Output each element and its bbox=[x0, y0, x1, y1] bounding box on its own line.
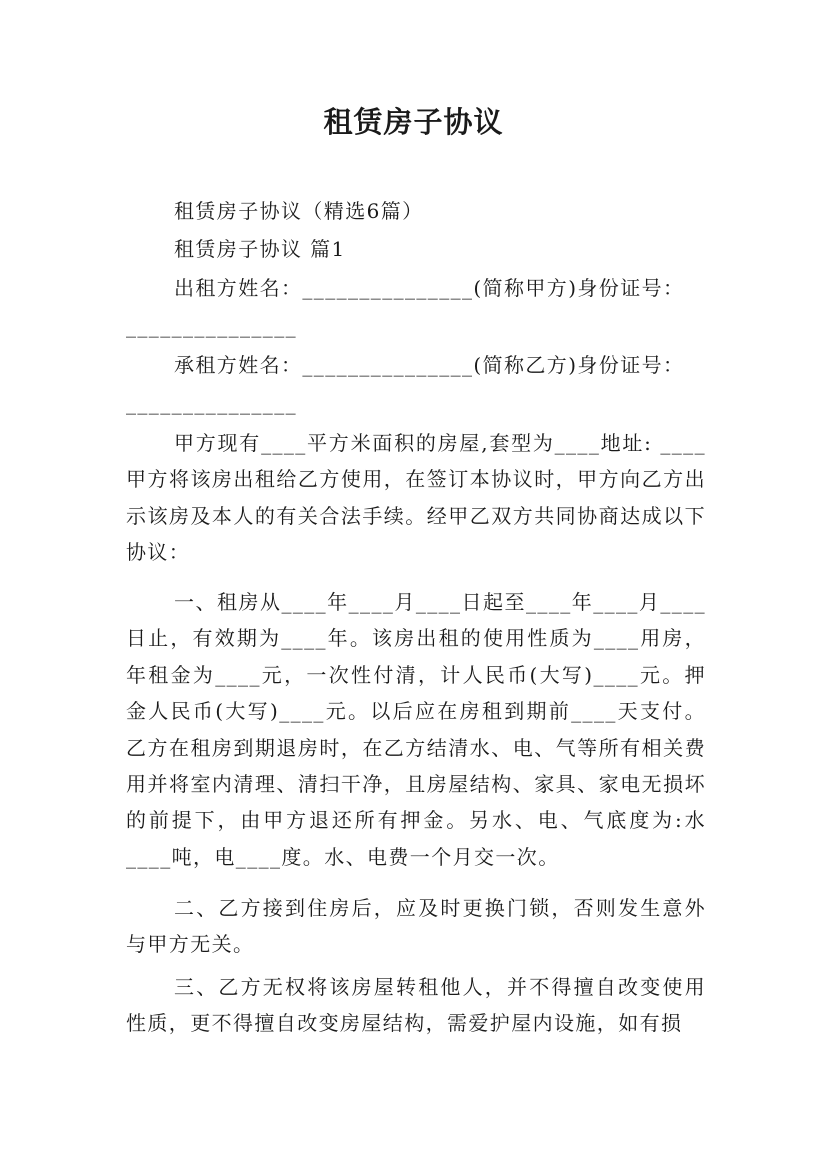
paragraph-intro: 甲方现有____平方米面积的房屋,套型为____地址: ____甲方将该房出租给乙方使用，在签订本协议时，甲方向乙方出示该房及本人的有关合法手续。经甲乙双方共同协商达成以下协议： bbox=[126, 431, 706, 565]
lessee-name-line: 承租方姓名：_______________(简称乙方)身份证号： bbox=[174, 353, 685, 377]
lessor-id-blank: _______________ bbox=[126, 314, 297, 338]
document-title: 租赁房子协议 bbox=[323, 105, 504, 139]
lessee-id-blank: _______________ bbox=[126, 391, 297, 415]
collection-title: 租赁房子协议（精选6篇） bbox=[174, 199, 424, 223]
paragraph-clause-1: 一、租房从____年____月____日起至____年____月____日止，有效期为____年。该房出租的使用性质为____用房，年租金为____元，一次性付清，计人民币(大写)____元。押金人民币(大写)____元。以后应在房租到期前____天支付。乙方在租房到期退房时，在乙方结清水、电、气等所有相关费用并将室内清理、清扫干净，且房屋结构、家具、家电无损坏的前提下，由甲方退还所有押金。另水、电、气底度为:水____吨，电____度。水、电费一个月交一次。 bbox=[126, 590, 706, 869]
lessor-name-line: 出租方姓名：_______________(简称甲方)身份证号： bbox=[174, 276, 685, 300]
paragraph-clause-3: 三、乙方无权将该房屋转租他人，并不得擅自改变使用性质，更不得擅自改变房屋结构，需爱护屋内设施，如有损 bbox=[126, 975, 706, 1036]
section-heading: 租赁房子协议 篇1 bbox=[174, 237, 346, 261]
paragraph-clause-2: 二、乙方接到住房后，应及时更换门锁，否则发生意外与甲方无关。 bbox=[126, 896, 706, 957]
